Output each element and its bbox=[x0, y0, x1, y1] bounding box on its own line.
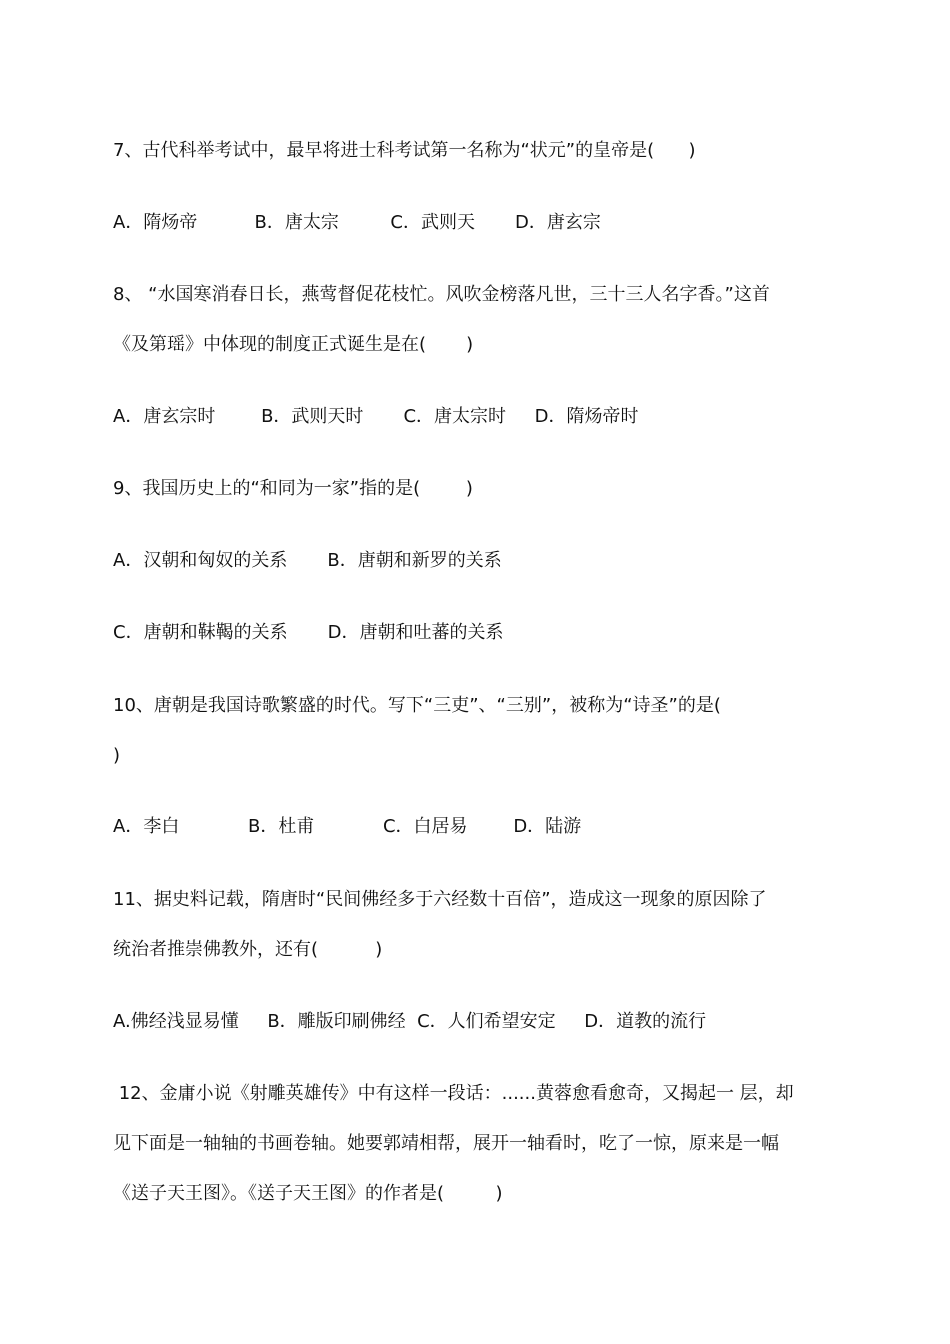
question-11-stem-line-1: 11、据史料记载，隋唐时“民间佛经多于六经数十百倍”，造成这一现象的原因除了 bbox=[113, 889, 767, 910]
question-10-stem-line-1: 10、唐朝是我国诗歌繁盛的时代。写下“三吏”、“三别”，被称为“诗圣”的是( bbox=[113, 695, 721, 716]
question-9-stem: 9、我国历史上的“和同为一家”指的是( ) bbox=[113, 478, 473, 499]
question-8-stem-line-2: 《及第瑶》中体现的制度正式诞生是在( ) bbox=[113, 334, 474, 355]
question-9-options-line-1: A．汉朝和匈奴的关系 B．唐朝和新罗的关系 bbox=[113, 550, 502, 571]
question-10-stem-line-2: ) bbox=[113, 745, 121, 766]
question-7-stem: 7、古代科举考试中，最早将进士科考试第一名称为“状元”的皇帝是( ) bbox=[113, 140, 696, 161]
question-12-stem-line-3: 《送子天王图》。《送子天王图》的作者是( ) bbox=[113, 1183, 503, 1204]
question-12-stem-line-2: 见下面是一轴轴的书画卷轴。她要郭靖相帮，展开一轴看时，吃了一惊，原来是一幅 bbox=[113, 1133, 779, 1154]
question-12-stem-line-1: 12、金庸小说《射雕英雄传》中有这样一段话：......黄蓉愈看愈奇，又揭起一 层，却 bbox=[113, 1083, 794, 1104]
question-11-options: A.佛经浅显易懂 B．雕版印刷佛经 C．人们希望安定 D．道教的流行 bbox=[113, 1011, 707, 1032]
question-8-stem-line-1: 8、 “水国寒消春日长，燕莺督促花枝忙。风吹金榜落凡世，三十三人名字香。”这首 bbox=[113, 284, 770, 305]
question-10-options: A．李白 B．杜甫 C．白居易 D．陆游 bbox=[113, 816, 582, 837]
question-9-options-line-2: C．唐朝和靺鞨的关系 D．唐朝和吐蕃的关系 bbox=[113, 622, 504, 643]
question-8-options: A．唐玄宗时 B．武则天时 C．唐太宗时 D．隋炀帝时 bbox=[113, 406, 639, 427]
question-7-options: A．隋炀帝 B．唐太宗 C．武则天 D．唐玄宗 bbox=[113, 212, 601, 233]
question-11-stem-line-2: 统治者推崇佛教外，还有( ) bbox=[113, 939, 383, 960]
